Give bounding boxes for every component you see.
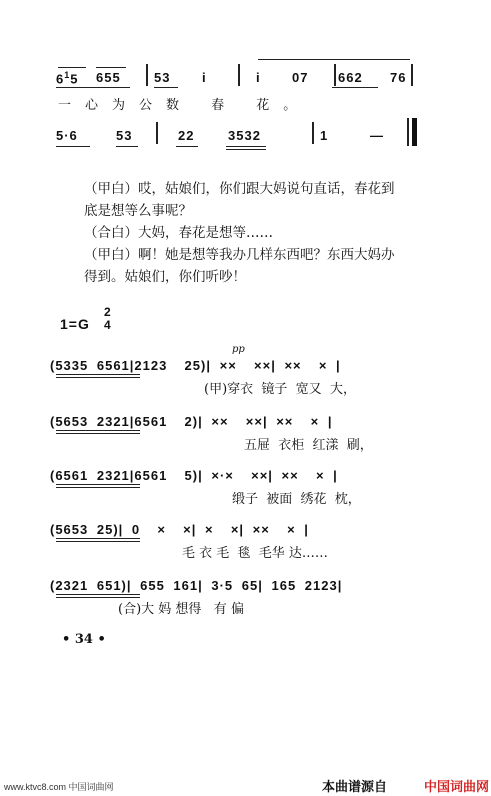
speaker: （甲白）	[84, 181, 138, 197]
score-row-notes: (2321 651)| 655 161| 3·5 65| 165 2123|	[50, 578, 343, 593]
dialogue-block	[84, 178, 444, 288]
dialogue-line: （甲白）哎，姑娘们，你们跟大妈说句直话，春花到	[84, 181, 395, 197]
beam-line	[56, 538, 140, 539]
dialogue-line: （合白）大妈，春花是想等……	[84, 225, 273, 241]
beam-line	[56, 484, 140, 485]
score-line-1-lyrics: 一心为公数 春 花。	[58, 98, 311, 113]
score-row-lyrics: (合)大 妈 想得 有 偏	[118, 602, 244, 617]
dialogue-cont: 得到。姑娘们，你们听吵！	[84, 269, 246, 285]
score-row-notes: (5335 6561|2123 25)| ×× ××| ×× × |	[50, 358, 341, 373]
beam-line	[56, 541, 140, 542]
score-row-notes: (5653 25)| 0 × ×| × ×| ×× × |	[50, 522, 309, 537]
key-signature: 1=G	[60, 316, 90, 332]
footer-left: www.ktvc8.com 中国词曲网	[4, 782, 114, 792]
speaker: （合白）	[84, 225, 138, 241]
beam-line	[56, 377, 140, 378]
beam-line	[56, 594, 140, 595]
footer-center: 本曲谱源自	[322, 779, 388, 794]
beam-line	[56, 433, 140, 434]
score-row-lyrics: 缎子 被面 绣花 枕，	[232, 492, 361, 507]
score-row-notes: (5653 2321|6561 2)| ×× ××| ×× × |	[50, 414, 333, 429]
page-number: • 34 •	[62, 632, 106, 647]
dialogue-cont: 底是想等么事呢？	[84, 203, 192, 219]
time-signature: 2 4	[104, 305, 112, 332]
beam-line	[56, 374, 140, 375]
footer-right: 中国词曲网	[424, 779, 490, 794]
beam-line	[56, 597, 140, 598]
dialogue-line: （甲白）啊！她是想等我办几样东西吧？东西大妈办	[84, 247, 395, 263]
score-row-lyrics: 五屉 衣柜 红漾 刷，	[244, 438, 373, 453]
score-row-lyrics: 毛 衣 毛 毯 毛华 达……	[182, 546, 328, 561]
beam-line	[56, 430, 140, 431]
speaker: （甲白）	[84, 247, 138, 263]
score-row-notes: (6561 2321|6561 5)| ×·× ××| ×× × |	[50, 468, 338, 483]
beam-line	[56, 487, 140, 488]
dynamic-marking: pp	[232, 344, 245, 355]
score-row-lyrics: (甲)穿衣 镜子 宽又 大，	[204, 382, 356, 397]
